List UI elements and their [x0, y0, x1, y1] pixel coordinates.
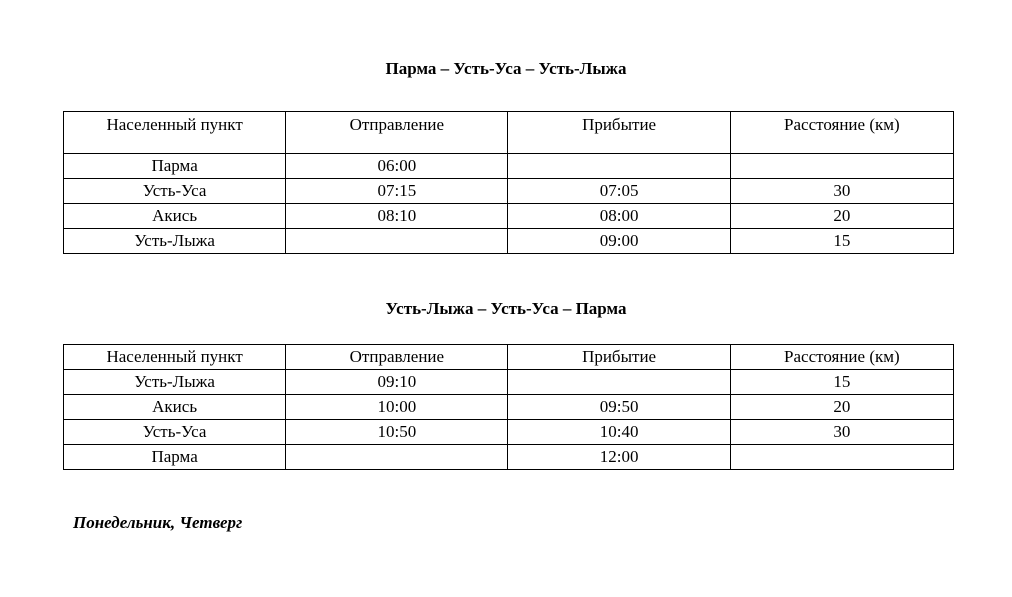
table-cell: 07:15	[286, 179, 508, 204]
header-cell: Прибытие	[508, 345, 730, 370]
table-cell: 12:00	[508, 445, 730, 470]
route-title: Усть-Лыжа – Усть-Уса – Парма	[385, 299, 627, 318]
table-row	[64, 154, 954, 179]
table-cell: 15	[730, 370, 953, 395]
table-row	[64, 229, 954, 254]
table-header-row	[64, 112, 954, 154]
table-cell	[508, 154, 730, 179]
header-cell: Расстояние (км)	[730, 112, 953, 154]
header-cell: Расстояние (км)	[730, 345, 953, 370]
table-cell: 30	[730, 420, 953, 445]
table-cell: Парма	[64, 154, 286, 179]
route-title: Парма – Усть-Уса – Усть-Лыжа	[385, 59, 627, 78]
table-cell: Усть-Уса	[64, 420, 286, 445]
table-cell: 20	[730, 395, 953, 420]
table-cell: 10:40	[508, 420, 730, 445]
table-cell	[286, 229, 508, 254]
table-row	[64, 420, 954, 445]
table-cell	[286, 445, 508, 470]
table-cell: Акись	[64, 204, 286, 229]
table-row	[64, 395, 954, 420]
table-cell: 20	[730, 204, 953, 229]
table-cell	[730, 154, 953, 179]
table-cell: 09:10	[286, 370, 508, 395]
schedule-days-note: Понедельник, Четверг	[73, 513, 243, 532]
table-cell: 08:00	[508, 204, 730, 229]
table-cell: 06:00	[286, 154, 508, 179]
schedule-table	[63, 344, 954, 470]
table-cell: Усть-Уса	[64, 179, 286, 204]
table-cell: Усть-Лыжа	[64, 229, 286, 254]
header-cell: Населенный пункт	[64, 112, 286, 154]
header-cell: Отправление	[286, 112, 508, 154]
table-cell: 15	[730, 229, 953, 254]
table-row	[64, 179, 954, 204]
table-cell: 09:50	[508, 395, 730, 420]
table-cell: Акись	[64, 395, 286, 420]
table-cell	[730, 445, 953, 470]
schedule-table	[63, 111, 954, 254]
header-cell: Прибытие	[508, 112, 730, 154]
table-cell: 10:00	[286, 395, 508, 420]
table-cell: 07:05	[508, 179, 730, 204]
table-cell: Парма	[64, 445, 286, 470]
table-cell: 10:50	[286, 420, 508, 445]
table-row	[64, 445, 954, 470]
table-cell: 30	[730, 179, 953, 204]
header-cell: Населенный пункт	[64, 345, 286, 370]
table-cell: Усть-Лыжа	[64, 370, 286, 395]
table-row	[64, 204, 954, 229]
table-header-row	[64, 345, 954, 370]
table-cell: 08:10	[286, 204, 508, 229]
table-cell: 09:00	[508, 229, 730, 254]
table-cell	[508, 370, 730, 395]
table-row	[64, 370, 954, 395]
header-cell: Отправление	[286, 345, 508, 370]
